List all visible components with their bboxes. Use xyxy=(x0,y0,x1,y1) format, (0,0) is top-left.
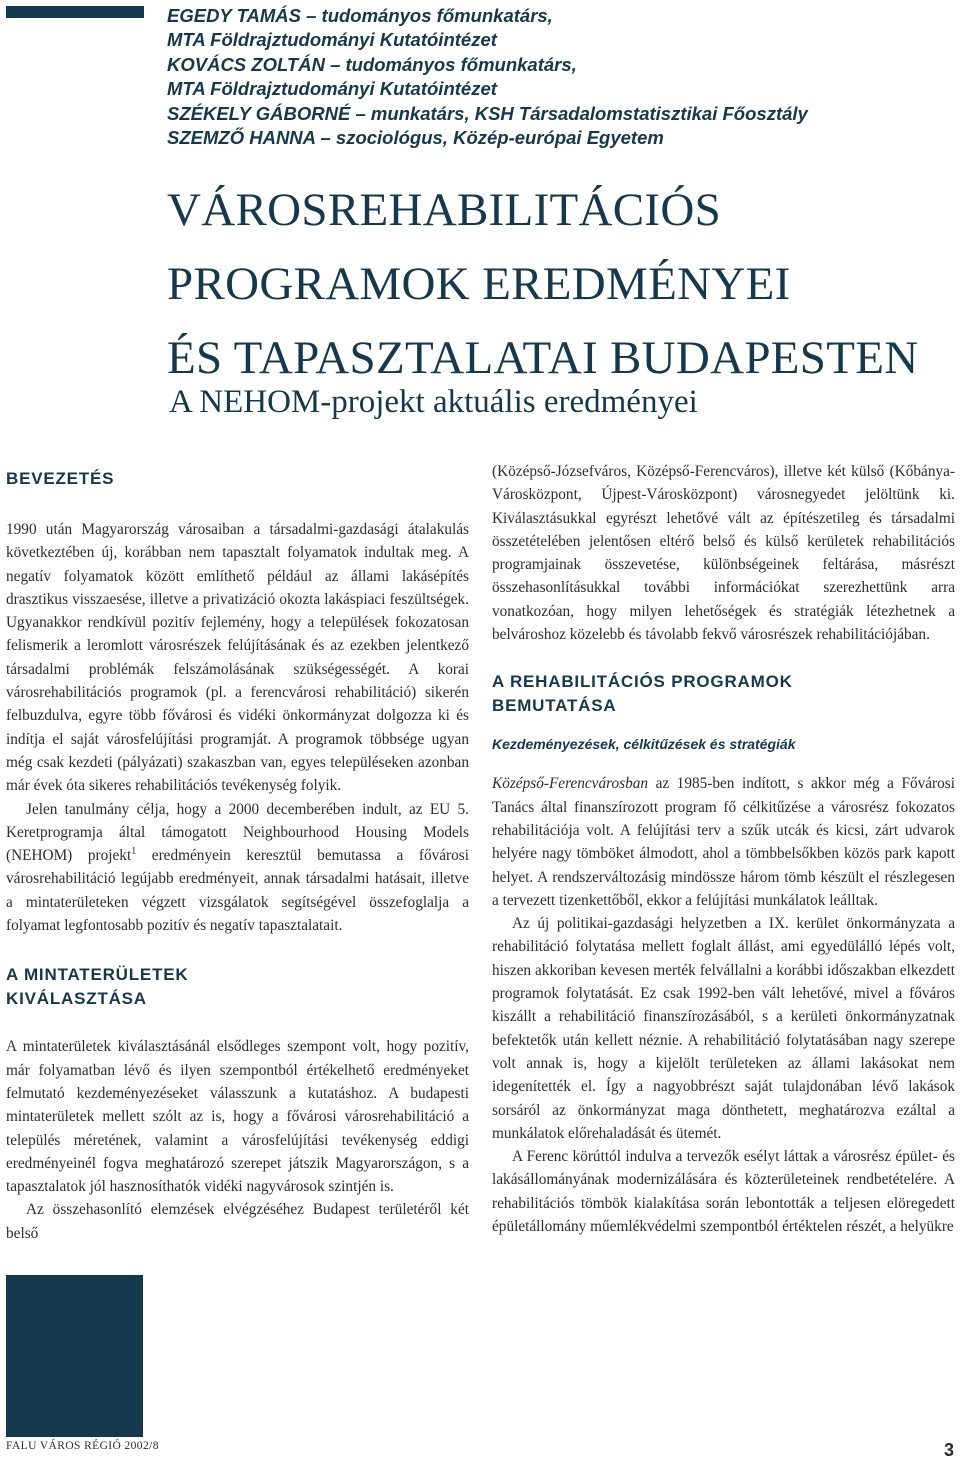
author-line: MTA Földrajztudományi Kutatóintézet xyxy=(167,29,497,51)
section-heading-sample-areas xyxy=(6,963,469,1011)
author-line: SZÉKELY GÁBORNÉ – munkatárs, KSH Társadalomstatisztikai Főosztály xyxy=(167,102,808,124)
footnote-ref: 1 xyxy=(131,846,137,858)
title-line-3: ÉS TAPASZTALATAI BUDAPESTEN xyxy=(167,332,919,384)
author-line: SZEMZŐ HANNA – szociológus, Közép-európai Egyetem xyxy=(167,127,664,149)
author-line: KOVÁCS ZOLTÁN – tudományos főmunkatárs, xyxy=(167,53,577,75)
author-line: MTA Földrajztudományi Kutatóintézet xyxy=(167,78,497,100)
section-heading-intro: BEVEZETÉS xyxy=(6,469,115,488)
paragraph-text: eredményein keresztül bemutassa a fővárosi városrehabilitáció legújabb eredményeit, annak társadalmi hatásait, illetve a mintaterületeken végzett vizsgálatok segítségével összefoglalja a folyamat legfontosabb pozitív és negatív tapasztalatait. xyxy=(6,847,469,935)
decorative-block xyxy=(6,1275,143,1437)
article-title xyxy=(167,173,919,395)
top-accent-bar xyxy=(6,6,144,18)
heading-line: BEMUTATÁSA xyxy=(492,696,617,716)
author-line: EGEDY TAMÁS – tudományos főmunkatárs, xyxy=(167,5,553,26)
paragraph xyxy=(492,772,955,912)
page-number: 3 xyxy=(944,1440,955,1460)
paragraph xyxy=(6,798,469,938)
heading-line: A REHABILITÁCIÓS PROGRAMOK xyxy=(492,672,793,692)
right-column xyxy=(492,460,955,1238)
heading-line: A MINTATERÜLETEK xyxy=(6,965,189,985)
section-heading-programs xyxy=(492,670,955,718)
author-list xyxy=(167,4,808,150)
paragraph-text: az 1985-ben indított, s akkor még a Fővárosi Tanács által finanszírozott program fő célkitűzése a városrész fokozatos rehabilitációja volt. A felújítási terv a szűk utcák és kicsi, zárt udvarok helyére nagy tömböket álmodott, ahol a tömbbelsőkben közös park kapott helyet. A rendszerváltozásig mindössze három tömb készült el részlegesen a tervezett tizenkettőből, ekkor a felújítási munkálatok leálltak. xyxy=(492,775,955,909)
title-line-1: VÁROSREHABILITÁCIÓS xyxy=(167,184,722,236)
place-name: Középső-Ferencvárosban xyxy=(492,775,649,793)
left-column xyxy=(6,460,469,1245)
title-line-2: PROGRAMOK EREDMÉNYEI xyxy=(167,258,791,310)
paragraph-text: Jelen tanulmány célja, hogy a 2000 decemberében indult, az EU 5. Keretprogramja által támogatott Neighbourhood Housing Models (NEHOM) projekt xyxy=(6,800,469,865)
paragraph: 1990 után Magyarország városaiban a társadalmi-gazdasági átalakulás következtében új, korábban nem tapasztalt folyamatok indultak meg. A negatív folyamatok között említhető például az állami lakásépítés drasztikus visszaesése, illetve a privatizáció okozta lakáspiaci feszültségek. Ugyanakkor rendkívül pozitív fejlemény, hogy a települések fokozatosan felismerik a leromlott városrészek felújításának és az ezekben jelentkező társadalmi problémák felszámolásának szükségességét. A korai városrehabilitációs programok (pl. a ferencvárosi rehabilitáció) sikerén felbuzdulva, egyre több fővárosi és vidéki önkormányzat dolgozza ki és indítja el saját városfelújítási programját. A programok többsége ugyan még csak kezdeti (pályázati) szakaszban van, egyes településeken azonban már évek óta sikeres rehabilitációs tevékenység folyik. xyxy=(6,521,469,795)
paragraph: A Ferenc körúttól indulva a tervezők esélyt láttak a városrész épület- és lakásállományának modernizálására és közterületeinek rendbetételére. A rehabilitációs tömbök kialakítása során lebontották a teljesen elöregedett épületállomány műemlékvédelmi szempontból értéktelen részét, a helyükre xyxy=(492,1148,955,1236)
paragraph: (Középső-Józsefváros, Középső-Ferencváros), illetve két külső (Kőbánya-Városközpont, Újpest-Városközpont) városnegyedet jelöltünk ki. Kiválasztásukkal egyrészt lehetővé vált az építészetileg és társadalmi összetételében jelentősen eltérő belső és külső kerületek rehabilitációs programjainak összevetése, különbségeinek feltárása, másrészt összehasonlításukkal további információkat szerezhettünk arra vonatkozóan, hogy milyen lehetőségek és stratégiák létezhetnek a belvároshoz közelebb és távolabb fekvő városrészek rehabilitációjában. xyxy=(492,463,955,644)
subsection-heading: Kezdeményezések, célkitűzések és stratégiák xyxy=(492,736,796,753)
heading-line: KIVÁLASZTÁSA xyxy=(6,989,147,1009)
paragraph: A mintaterületek kiválasztásánál elsődleges szempont volt, hogy pozitív, már folyamatban lévő és ilyen szempontból értékelhető eredményeket felmutató kezdeményezéseket válasszunk a kutatáshoz. A budapesti mintaterületek mellett szólt az is, hogy a fővárosi városrehabilitáció a település méretének, valamint a városfelújítási tevékenység eddigi eredményeinél fogva meghatározó szerepet játszik Magyarországon, s a tapasztalatok jól hasznosíthatók vidéki nagyvárosok szintjén is. xyxy=(6,1038,469,1196)
paragraph: Az összehasonlító elemzések elvégzéséhez Budapest területéről két belső xyxy=(6,1201,469,1242)
paragraph: Az új politikai-gazdasági helyzetben a IX. kerület önkormányzata a rehabilitáció folytatása mellett foglalt állást, ami egyedülálló lépés volt, hiszen akkoriban kevesen merték felvállalni a korábbi időszakban elkezdett programok folytatását. Ez csak 1992-ben vált lehetővé, mivel a főváros kiszállt a rehabilitáció finanszírozásából, s a kerületi önkormányzatnak befektetők után kellett néznie. A rehabilitáció folytatásában nagy szerepe volt annak is, hogy a kijelölt területeken az állami lakásokat nem idegenítették el. Így a nagyobbrészt saját tulajdonában lévő lakások sorsáról az önkormányzat maga dönthetett, meghatározva ezáltal a munkálatok előrehaladását és ütemét. xyxy=(492,915,955,1142)
article-subtitle: A NEHOM-projekt aktuális eredményei xyxy=(169,384,698,420)
journal-footer: FALU VÁROS RÉGIÓ 2002/8 xyxy=(6,1440,159,1452)
